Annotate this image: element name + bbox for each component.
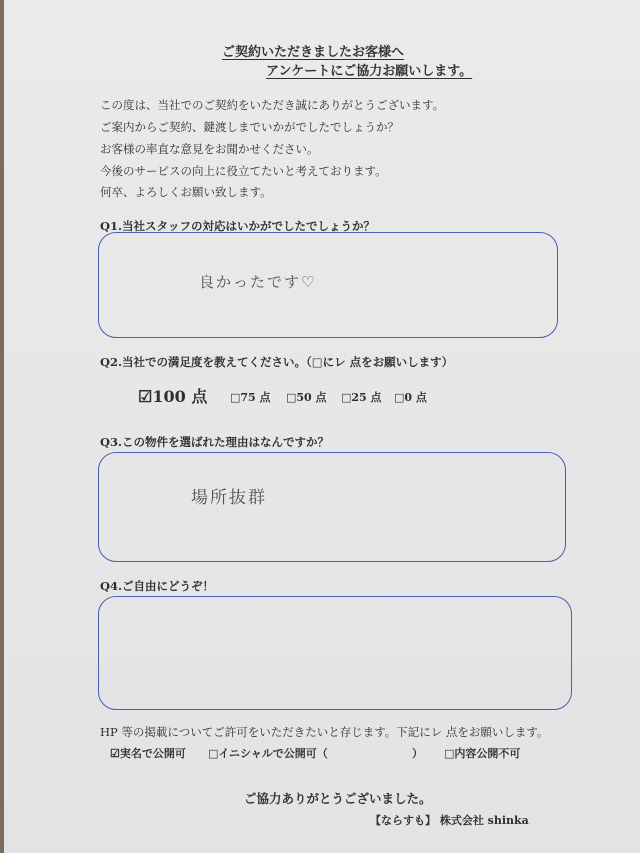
publish-permission-text: HP 等の掲載についてご許可をいただきたいと存じます。下記にレ 点をお願いします。 (100, 725, 549, 739)
q4-answer-box[interactable] (98, 596, 572, 710)
q1-answer-box[interactable] (98, 232, 558, 338)
q2-option-50[interactable]: □50 点 (286, 391, 327, 404)
q1-handwritten-answer: 良かったです♡ (199, 273, 317, 291)
form-title-line2: アンケートにご協力お願いします。 (266, 64, 473, 79)
intro-line: この度は、当社でのご契約をいただき誠にありがとうございます。 (100, 98, 445, 112)
q2-option-0[interactable]: □0 点 (394, 391, 427, 404)
intro-line: 何卒、よろしくお願い致します。 (100, 185, 272, 199)
intro-line: お客様の率直な意見をお聞かせください。 (100, 142, 319, 156)
closing-thanks: ご協力ありがとうございました。 (244, 791, 432, 806)
survey-sheet (4, 0, 640, 853)
publish-option-initials-close: ） (412, 747, 423, 760)
publish-option-real-name[interactable]: ☑実名で公開可 (110, 747, 186, 760)
q2-option-100[interactable]: ☑100 点 (138, 387, 208, 406)
q4-label: Q4.ご自由にどうぞ！ (100, 579, 215, 593)
q2-label: Q2.当社での満足度を教えてください。（□にレ 点をお願いします） (100, 355, 454, 369)
publish-option-no-publish[interactable]: □内容公開不可 (444, 747, 521, 760)
form-title-line1: ご契約いただきましたお客様へ (222, 45, 405, 60)
q2-option-25[interactable]: □25 点 (341, 391, 382, 404)
q3-label: Q3.この物件を選ばれた理由はなんですか？ (100, 435, 330, 449)
publish-option-initials[interactable]: □イニシャルで公開可（ (208, 747, 328, 760)
company-name: 【ならすも】 株式会社 shinka (370, 814, 529, 827)
intro-line: ご案内からご契約、鍵渡しまでいかがでしたでしょうか？ (100, 120, 399, 134)
q2-option-75[interactable]: □75 点 (230, 391, 271, 404)
q1-label: Q1.当社スタッフの対応はいかがでしたでしょうか？ (100, 219, 376, 233)
intro-line: 今後のサービスの向上に役立てたいと考えております。 (100, 164, 387, 178)
q3-answer-box[interactable] (98, 452, 566, 562)
q3-handwritten-answer: 場所抜群 (191, 488, 267, 508)
